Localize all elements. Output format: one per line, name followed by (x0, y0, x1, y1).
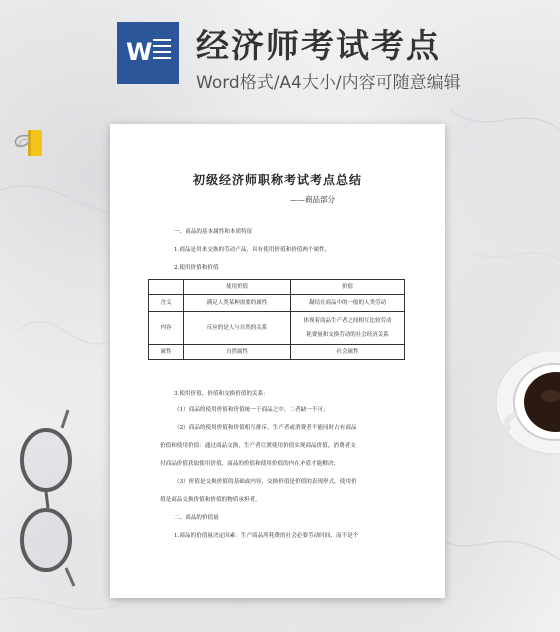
paragraph-line: （3）价值是交换价值的基础或内容，交换价值是价值的表现形式，使用价 (174, 479, 357, 485)
comparison-table (148, 279, 405, 360)
paragraph-line: （2）商品的使用价值和价值相互排斥。生产者或消费者不能同时占有商品 (174, 425, 357, 431)
table-cell (149, 280, 184, 295)
table-cell: 社会属性 (291, 345, 405, 360)
paragraph: （1）商品的使用价值和价值统一于商品之中，二者缺一不可； (174, 407, 329, 413)
paragraph-line: 付商品价值获取使用价值，商品的价值和使用价值的内在矛盾才能解决； (160, 461, 340, 467)
table-cell: 反应的是人与自然的关系 (184, 312, 291, 345)
document-subtitle: ——商品部分 (290, 195, 335, 204)
table-row-label: 属性 (149, 345, 184, 360)
paragraph-line: 价值和使用价值：通过商品交换，生产者让渡使用价值实现商品价值，消费者支 (160, 443, 356, 449)
paragraph: 3.使用价值、价值和交换价值的关系： (174, 391, 269, 397)
eyeglasses-icon (18, 408, 88, 588)
table-row-label: 含义 (149, 295, 184, 312)
page-subtitle: Word格式/A4大小/内容可随意编辑 (196, 73, 461, 93)
paragraph-line: 1.商品的价值量决定因素：生产商品所耗费的社会必要劳动时间，而不是个 (174, 533, 359, 539)
page-title: 经济师考试考点 (196, 26, 441, 65)
table-header-row (149, 280, 405, 295)
paragraph: 2.使用价值和价值 (174, 265, 219, 271)
table-header-cell: 价值 (291, 280, 405, 295)
table-cell: 凝结在商品中的一般的人类劳动 (291, 295, 405, 312)
document-page (110, 124, 445, 598)
paragraph: 1.商品是用来交换的劳动产品，具有使用价值和价值两个属性。 (174, 247, 331, 253)
table-row (149, 312, 405, 345)
table-cell-line: 耗费量和交换劳动的社会经济关系 (306, 332, 389, 338)
coffee-cup-icon (496, 352, 560, 462)
section-heading: 一、商品的基本属性和本质特征 (174, 229, 253, 235)
table-row (149, 295, 405, 312)
table-cell (291, 312, 405, 345)
table-row-label: 内容 (149, 312, 184, 345)
table-cell: 自然属性 (184, 345, 291, 360)
word-logo-letter: W (126, 38, 153, 66)
table-header-cell: 使用价值 (184, 280, 291, 295)
word-logo-lines (153, 39, 171, 63)
table-row (149, 345, 405, 360)
word-logo-icon (117, 22, 179, 84)
binder-clip-icon (12, 128, 48, 158)
table-cell: 满足人类某种需要的属性 (184, 295, 291, 312)
paragraph-line: 值是商品交换价值和价值的物质承担者。 (160, 497, 261, 503)
table-cell-line: 体现着商品生产者之间相互比较劳动 (303, 318, 392, 324)
document-title: 初级经济师职称考试考点总结 (192, 173, 362, 187)
section-heading: 二、商品的价值量 (174, 515, 219, 521)
